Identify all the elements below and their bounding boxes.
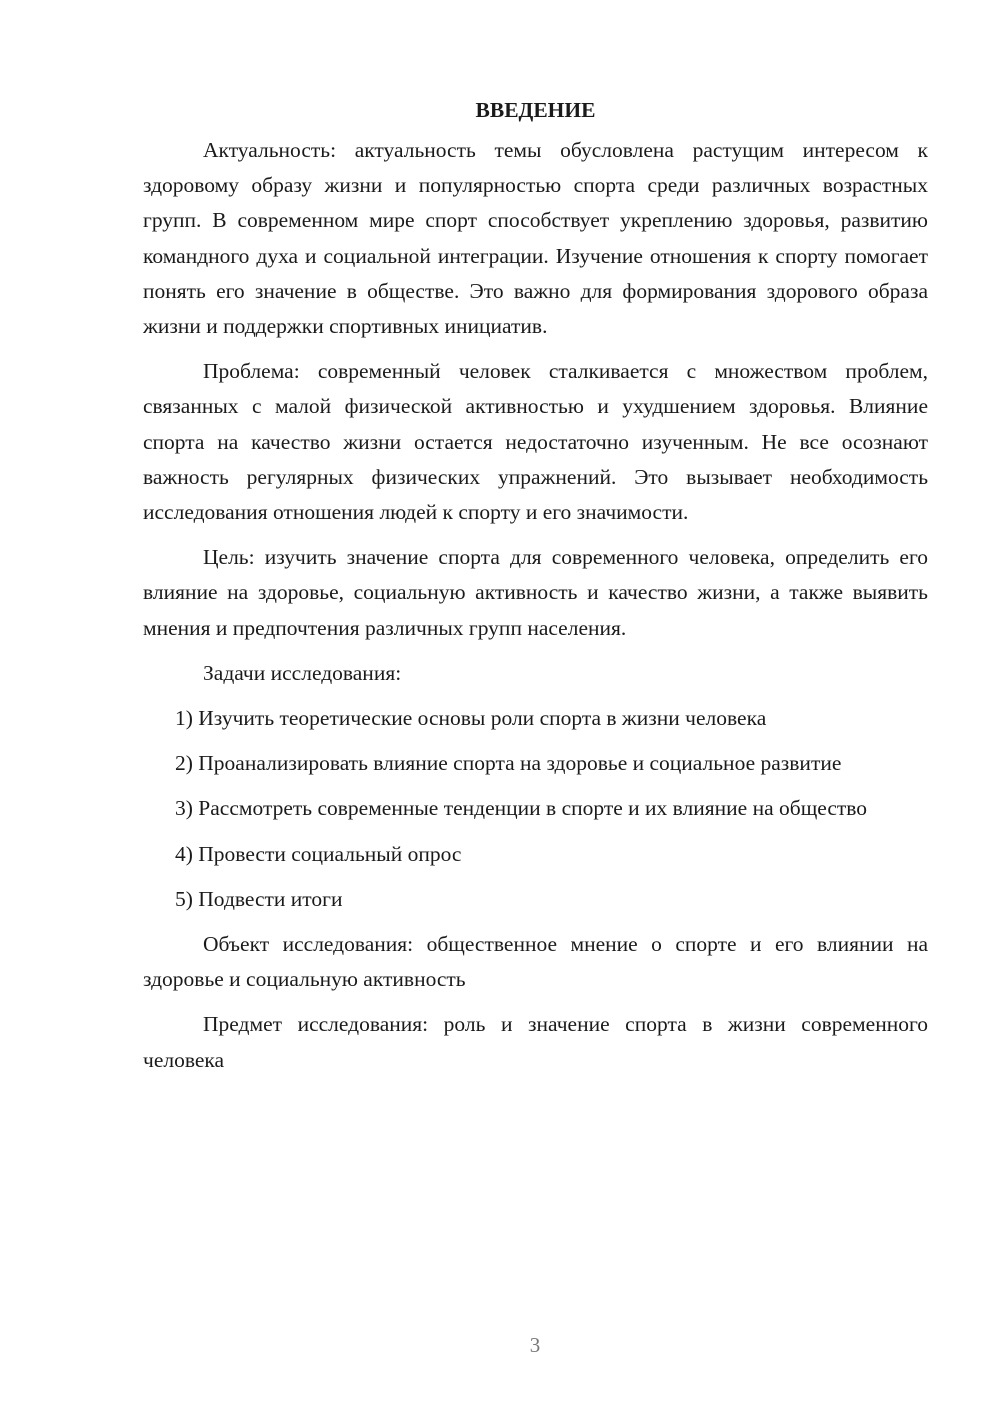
goal-paragraph: Цель: изучить значение спорта для современного человека, определить его влияние на здоровье, социальную активность и качество жизни, а также выявить мнения и предпочтения различных групп населения. — [143, 545, 928, 640]
tasks-heading: Задачи исследования: — [203, 660, 402, 685]
problem-paragraph: Проблема: современный человек сталкивается с множеством проблем, связанных с малой физической активностью и ухудшением здоровья. Влияние спорта на качество жизни остается недостаточно изученным. Не все осознают важность регулярных физических упражнений. Это вызывает необходимость исследования отношения людей к спорту и его значимости. — [143, 359, 928, 525]
page-number: 3 — [529, 1333, 541, 1357]
document-page — [143, 95, 928, 1088]
task-item: 2) Проанализировать влияние спорта на здоровье и социальное развитие — [175, 751, 842, 776]
task-item: 4) Провести социальный опрос — [175, 841, 462, 866]
subject-paragraph: Предмет исследования: роль и значение спорта в жизни современного человека — [143, 1012, 928, 1072]
task-item: 3) Рассмотреть современные тенденции в спорте и их влияние на общество — [175, 796, 868, 821]
object-paragraph: Объект исследования: общественное мнение о спорте и его влиянии на здоровье и социальную активность — [143, 932, 928, 992]
task-item: 5) Подвести итоги — [175, 886, 343, 911]
relevance-paragraph: Актуальность: актуальность темы обусловлена растущим интересом к здоровому образу жизни и популярностью спорта среди различных возрастных групп. В современном мире спорт способствует укреплению здоровья, развитию командного духа и социальной интеграции. Изучение отношения к спорту помогает понять его значение в обществе. Это важно для формирования здорового образа жизни и поддержки спортивных инициатив. — [143, 138, 928, 339]
task-item: 1) Изучить теоретические основы роли спорта в жизни человека — [175, 706, 767, 731]
page-title: ВВЕДЕНИЕ — [475, 98, 596, 122]
